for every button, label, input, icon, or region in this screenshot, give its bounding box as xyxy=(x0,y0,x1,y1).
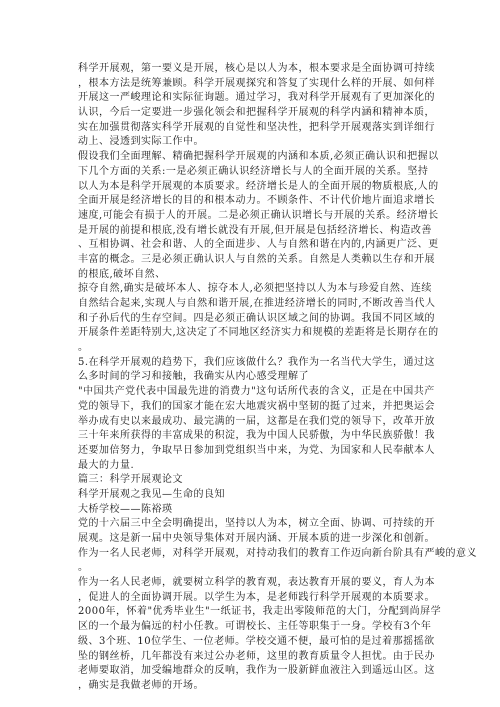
text-line: 、互相协调、社会和谐、人的全面进步、人与自然和谐在内的,内涵更广泛、更 xyxy=(78,239,439,251)
text-line: 的根底,破坏自然、 xyxy=(78,268,166,280)
text-line: 老师要取消，加受编地群众的反响，我作为一股新鲜血液注入到遥远山区。这 xyxy=(78,665,435,677)
text-line: 开展这一严峻理论和实际征询题。通过学习，我对科学开展观有了更加深化的 xyxy=(78,92,435,104)
text-line: 级、3个班、10位学生、一位老师。学校交通不便，最可怕的是过着那摇摇欲 xyxy=(78,635,435,647)
text-line: ，促进人的全面协调开展。以学生为本，是老师践行科学开展观的本质要求。 xyxy=(78,591,435,603)
text-line: 丰富的概念。三是必须正确认识人与自然的关系。自然是人类赖以生存和开展 xyxy=(78,253,435,265)
text-line: 开展条件差距特别大,这决定了不同地区经济实力和规模的差距将是长期存在的 xyxy=(78,327,439,339)
text-line: 5.在科学开展观的趋势下，我们应该做什么？我作为一名当代大学生，通过这 xyxy=(78,356,436,368)
text-line: 。 xyxy=(78,562,89,574)
text-line: 掠夺自然,确实是破坏本人、掠夺本人,必须把坚持以人为本与珍爱自然、连续 xyxy=(78,283,432,295)
text-line: 以人为本是科学开展观的本质要求。经济增长是人的全面开展的物质根底,人的 xyxy=(78,180,439,192)
text-line: 科学开展观，第一要义是开展，核心是以人为本，根本要求是全面协调可持续 xyxy=(78,63,435,74)
text-line: 认识，今后一定要进一步强化领会和把握科学开展观的科学内涵和精神本质， xyxy=(78,107,435,119)
text-line: ，确实是我做老师的开场。 xyxy=(78,679,204,691)
text-line: 实在加强贯彻落实科学开展观的自觉性和坚决性，把科学开展观落实到详细行 xyxy=(78,121,435,133)
text-line: 全面开展是经济增长的目的和根本动力。不顾条件、不计代价地片面追求增长 xyxy=(78,195,435,207)
text-line: 党的十六届三中全会明确提出，坚持以人为本，树立全面、协调、可持续的开 xyxy=(78,518,435,530)
text-line: "中国共产党代表中国最先进的消费力"这句话所代表的含义，正是在中国共产 xyxy=(78,386,435,398)
text-line: 和子孙后代的生存空间。四是必须正确认识区域之间的协调。我国不同区域的 xyxy=(78,312,435,324)
text-line: 展观。这是新一届中央领导集体对开展内涵、开展本质的进一步深化和创新。 xyxy=(78,533,435,544)
document-body xyxy=(78,62,477,694)
text-line: 假设我们全面理解、精确把握科学开展观的内涵和本质,必须正确认识和把握以 xyxy=(78,151,439,163)
text-line: 党的领导下，我们的国家才能在宏大地震灾祸中坚韧的挺了过来，并把奥运会 xyxy=(78,400,435,412)
text-line: 区的一个最为偏远的村小任教。可谓校长、主任等职集于一身。学校有3个年 xyxy=(78,621,432,633)
text-line: 么多时间的学习和接触，我确实从内心感受理解了 xyxy=(78,371,309,383)
text-line: ，根本方法是统筹兼顾。科学开展观探究和答复了实现什么样的开展、如何样 xyxy=(78,77,435,89)
text-line: 三十年来所获得的丰富成果的积淀，我为中国人民骄傲，为中华民族骄傲！我 xyxy=(78,430,435,442)
text-line: 作为一名人民老师，就要树立科学的教育观，表达教育开展的要义，育人为本 xyxy=(78,577,435,589)
text-line: 自然结合起来,实现人与自然和谐开展,在推进经济增长的同时,不断改善当代人 xyxy=(78,298,436,309)
text-line: 作为一名人民老师，对科学开展观，对持动我们的教育工作迈向新台阶具有严峻的意义 xyxy=(78,547,477,559)
text-line: 2000年，怀着"优秀毕业生"一纸证书，我走出零陵师范的大门，分配到尚屏学 xyxy=(78,606,442,618)
text-line: 还要加倍努力，争取早日参加到党组织当中来，为党、为国家和人民奉献本人 xyxy=(78,444,435,456)
text-line: 速度,可能会有损于人的开展。二是必须正确认识增长与开展的关系。经济增长 xyxy=(78,209,439,221)
text-line: 最大的力量. xyxy=(78,459,135,471)
text-line: 是开展的前提和根底,没有增长就没有开展,但开展是包括经济增长、构造改善 xyxy=(78,224,432,236)
text-line: 科学开展观之我见—生命的良知 xyxy=(78,488,225,500)
text-line: 大桥学校——陈裕瑛 xyxy=(78,503,173,515)
text-line: 坠的钢丝桥，几年都没有来过公办老师，这里的教育质量令人担忧。由于民办 xyxy=(78,650,435,662)
text-line: 动上、浸透到实际工作中。 xyxy=(78,136,204,148)
text-line: 举办成有史以来最成功、最完满的一届，这都是在我们党的领导下，改革开放 xyxy=(78,415,435,427)
text-line: 篇三：科学开展观论文 xyxy=(78,474,183,486)
text-line: 。 xyxy=(78,342,89,354)
text-line: 下几个方面的关系:一是必须正确认识经济增长与人的全面开展的关系。坚持 xyxy=(78,165,429,177)
